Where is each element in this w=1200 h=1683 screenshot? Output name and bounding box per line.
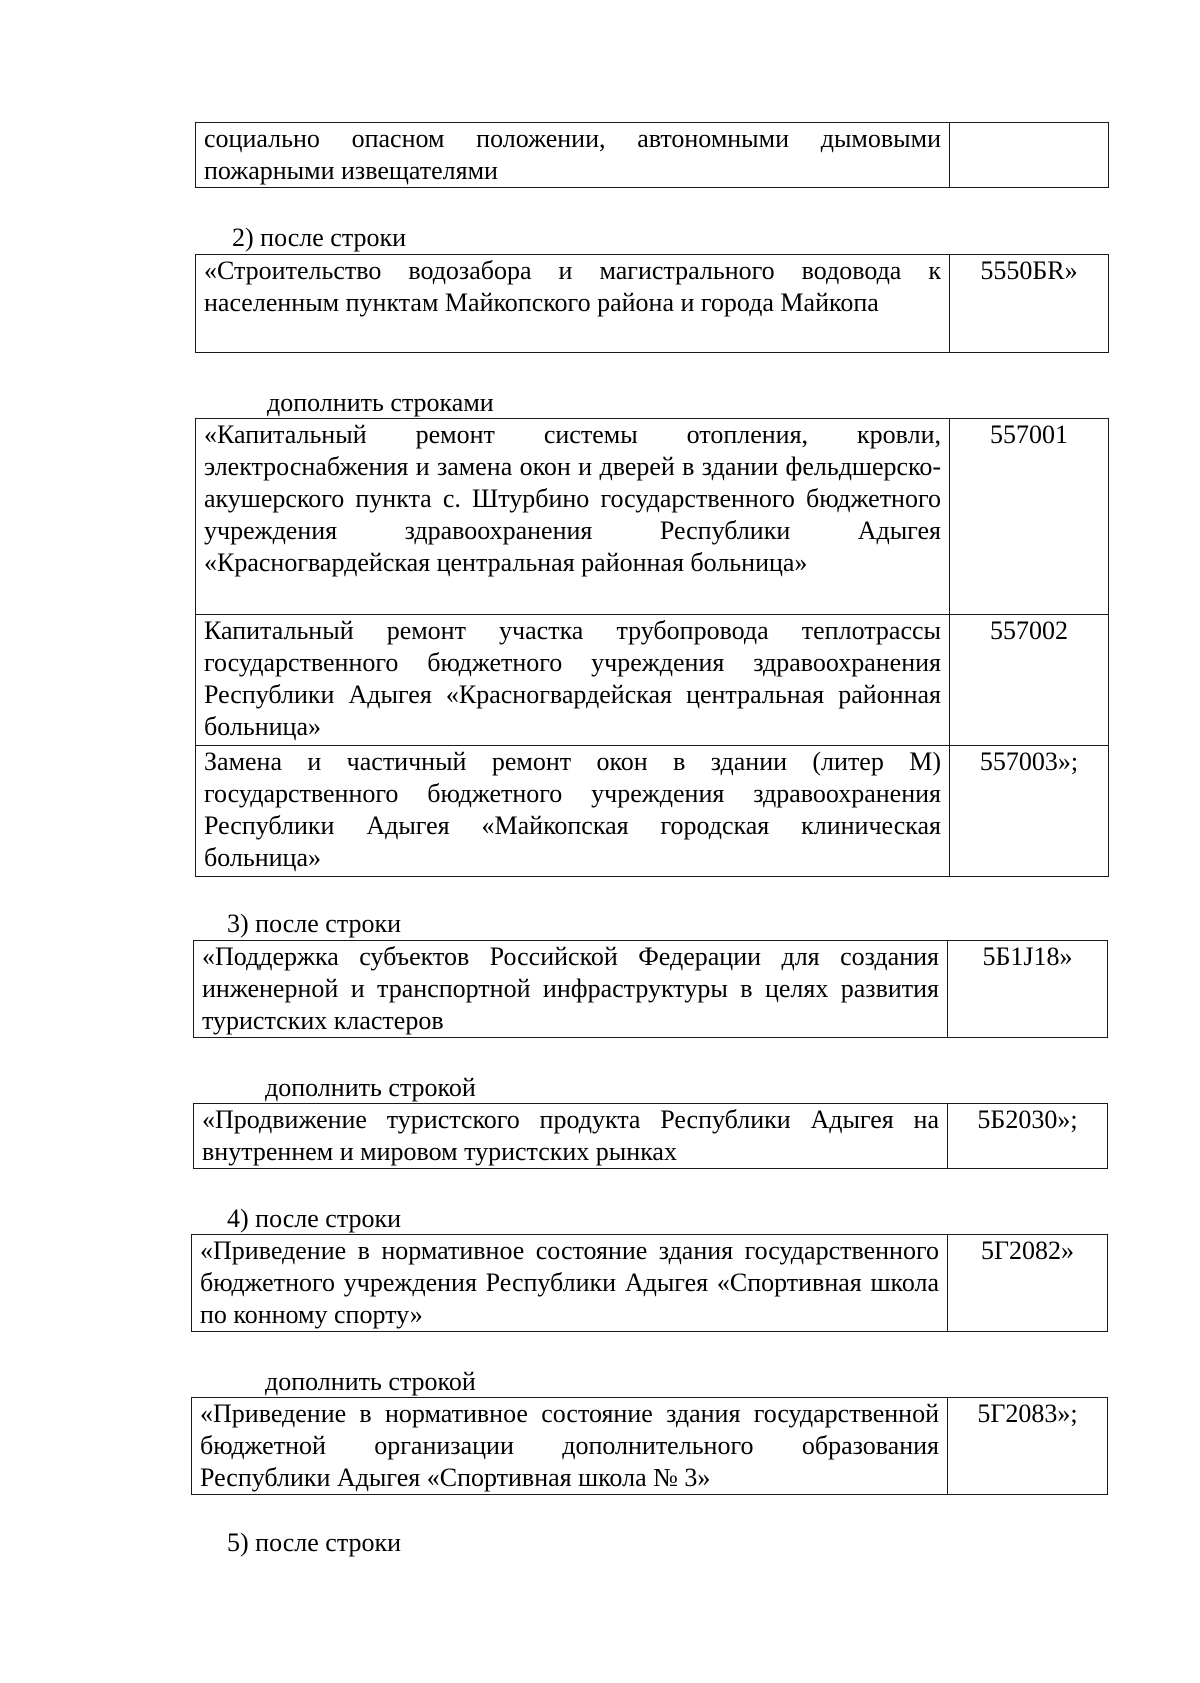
item-3-label: 3) после строки [227, 909, 402, 938]
table-after-row-2 [195, 254, 1109, 353]
table-after-row-3 [193, 940, 1108, 1038]
row-code: 5Г2083»; [948, 1398, 1108, 1495]
item-5-label: 5) после строки [227, 1528, 402, 1557]
row-code: 5Г2082» [948, 1235, 1108, 1332]
row-code: 557001 [950, 419, 1109, 615]
row-text: «Приведение в нормативное состояние здания государственного бюджетного учреждения Республики Адыгея «Спортивная школа по конному спорту» [192, 1235, 948, 1332]
table-added-row-4 [191, 1397, 1108, 1495]
row-text: Замена и частичный ремонт окон в здании (литер М) государственного бюджетного учреждения здравоохранения Республики Адыгея «Майкопская городская клиническая больница» [196, 746, 950, 877]
table-row [194, 941, 1108, 1038]
table-continuation [195, 122, 1109, 188]
table-row [196, 255, 1109, 353]
table-row [196, 746, 1109, 877]
row-text: Капитальный ремонт участка трубопровода теплотрассы государственного бюджетного учреждения здравоохранения Республики Адыгея «Красногвардейская центральная районная больница» [196, 615, 950, 746]
table-row [192, 1398, 1108, 1495]
table-row [196, 123, 1109, 188]
row-code: 557002 [950, 615, 1109, 746]
add-rows-label: дополнить строками [267, 388, 494, 417]
row-text: «Приведение в нормативное состояние здания государственной бюджетной организации дополнительного образования Республики Адыгея «Спортивная школа № 3» [192, 1398, 948, 1495]
row-code: 5Б2030»; [948, 1104, 1108, 1169]
table-row [196, 615, 1109, 746]
table-row [192, 1235, 1108, 1332]
table-row [196, 419, 1109, 615]
row-text: «Капитальный ремонт системы отопления, кровли, электроснабжения и замена окон и дверей в здании фельдшерско-акушерского пункта с. Штурбино государственного бюджетного учреждения здравоохранения Республики Адыгея «Красногвардейская центральная районная больница» [196, 419, 950, 615]
table-after-row-4 [191, 1234, 1108, 1332]
item-2-label: 2) после строки [232, 223, 407, 252]
row-code: 5550БR» [950, 255, 1109, 353]
item-4-label: 4) после строки [227, 1204, 402, 1233]
table-added-row-3 [193, 1103, 1108, 1169]
row-text: «Строительство водозабора и магистрального водовода к населенным пунктам Майкопского района и города Майкопа [196, 255, 950, 353]
table-added-rows [195, 418, 1109, 877]
row-text: «Продвижение туристского продукта Республики Адыгея на внутреннем и мировом туристских рынках [194, 1104, 948, 1169]
row-code [950, 123, 1109, 188]
table-row [194, 1104, 1108, 1169]
row-text: «Поддержка субъектов Российской Федерации для создания инженерной и транспортной инфраструктуры в целях развития туристских кластеров [194, 941, 948, 1038]
row-text: социально опасном положении, автономными дымовыми пожарными извещателями [196, 123, 950, 188]
row-code: 557003»; [950, 746, 1109, 877]
add-row-label-2: дополнить строкой [265, 1367, 476, 1396]
row-code: 5Б1J18» [948, 941, 1108, 1038]
add-row-label: дополнить строкой [265, 1073, 476, 1102]
